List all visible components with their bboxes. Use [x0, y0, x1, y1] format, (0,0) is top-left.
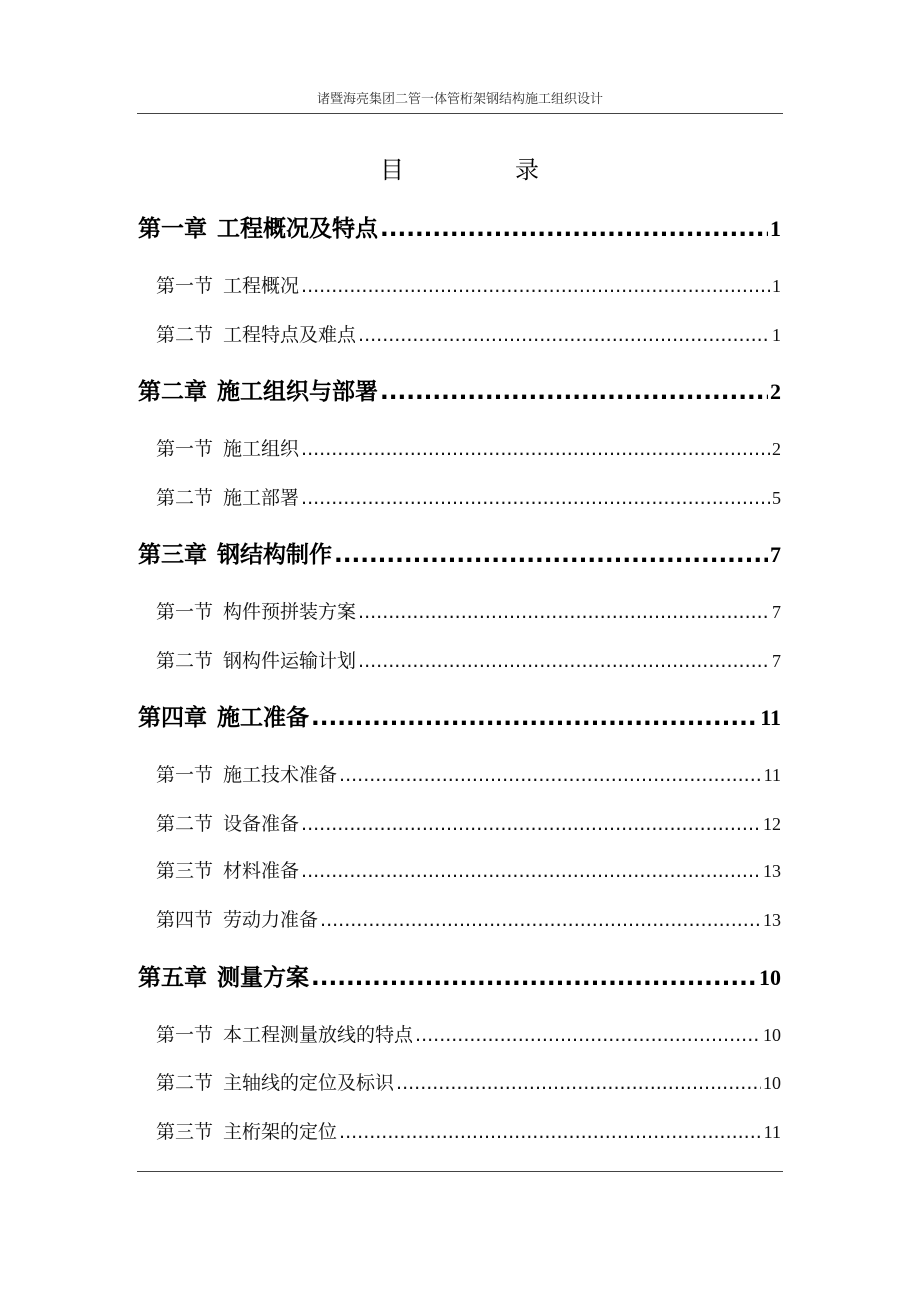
toc-page: 2 [772, 439, 781, 459]
toc-number: 第二节 [156, 813, 214, 835]
toc-number: 第一节 [156, 275, 214, 297]
toc-title: 施工技术准备 [223, 764, 338, 786]
toc-section[interactable] [156, 1068, 781, 1095]
toc-page: 10 [763, 1073, 781, 1093]
toc-page: 13 [763, 910, 781, 930]
toc-title: 钢结构制作 [217, 542, 332, 568]
toc-title: 构件预拼装方案 [223, 601, 357, 623]
toc-page: 10 [759, 965, 781, 990]
toc-leader [339, 1121, 762, 1143]
toc-page: 1 [770, 216, 781, 241]
toc-number: 第三节 [156, 1121, 214, 1143]
toc-number: 第一节 [156, 1024, 214, 1046]
toc-title: 主桁架的定位 [223, 1121, 338, 1143]
toc-title: 施工组织与部署 [217, 379, 378, 405]
toc-title: 工程概况及特点 [217, 216, 378, 242]
toc-page: 13 [763, 861, 781, 881]
toc-section[interactable] [156, 434, 781, 461]
title-char-1: 目 [380, 156, 404, 184]
toc-section[interactable] [156, 483, 781, 510]
toc-section[interactable] [156, 646, 781, 673]
toc-leader [380, 216, 768, 242]
toc-title: 劳动力准备 [223, 909, 319, 931]
toc-number: 第一章 [138, 216, 207, 242]
toc-section[interactable] [156, 271, 781, 298]
toc-leader [301, 860, 761, 882]
toc-number: 第二节 [156, 324, 214, 346]
title-char-2: 录 [515, 156, 539, 184]
toc-section[interactable] [156, 1020, 781, 1047]
toc-section[interactable] [156, 809, 781, 836]
toc-page: 1 [772, 276, 781, 296]
toc-section[interactable] [156, 905, 781, 932]
toc-page: 5 [772, 488, 781, 508]
toc-page: 11 [763, 765, 781, 785]
toc-title: 施工组织 [223, 438, 300, 460]
toc-number: 第二节 [156, 1072, 214, 1094]
toc-page: 10 [763, 1025, 781, 1045]
toc-section[interactable] [156, 320, 781, 347]
toc-leader [320, 909, 761, 931]
toc-leader [396, 1072, 761, 1094]
toc-page: 11 [760, 705, 781, 730]
toc-section[interactable] [156, 856, 781, 883]
running-header: 诸暨海亮集团二管一体管桁架钢结构施工组织设计 [316, 92, 603, 107]
toc-title: 设备准备 [223, 813, 300, 835]
toc-leader [301, 438, 770, 460]
toc-leader [380, 379, 768, 405]
toc-page: 11 [763, 1122, 781, 1142]
toc-page: 7 [772, 651, 781, 671]
toc-title: 测量方案 [217, 965, 309, 991]
toc-section[interactable] [156, 1117, 781, 1144]
header-divider [137, 113, 783, 114]
toc-page: 12 [763, 814, 781, 834]
toc-section[interactable] [156, 597, 781, 624]
toc-section[interactable] [156, 760, 781, 787]
toc-leader [311, 965, 757, 991]
toc-chapter[interactable] [138, 536, 781, 569]
toc-title: 施工准备 [217, 705, 309, 731]
toc-leader [358, 324, 770, 346]
toc-number: 第二章 [138, 379, 207, 405]
toc-leader [415, 1024, 761, 1046]
toc-chapter[interactable] [138, 210, 781, 243]
toc-title: 工程概况 [223, 275, 300, 297]
toc-number: 第一节 [156, 764, 214, 786]
toc-chapter[interactable] [138, 699, 781, 732]
toc-number: 第一节 [156, 438, 214, 460]
toc-title: 本工程测量放线的特点 [223, 1024, 414, 1046]
toc-title: 钢构件运输计划 [223, 650, 357, 672]
toc-chapter[interactable] [138, 959, 781, 992]
toc-leader [334, 542, 768, 568]
toc-number: 第三章 [138, 542, 207, 568]
toc-page: 7 [770, 542, 781, 567]
toc-leader [301, 813, 761, 835]
toc-title: 主轴线的定位及标识 [223, 1072, 395, 1094]
toc-leader [311, 705, 758, 731]
toc-title: 工程特点及难点 [223, 324, 357, 346]
toc-page: 7 [772, 602, 781, 622]
toc-number: 第四章 [138, 705, 207, 731]
toc-number: 第一节 [156, 601, 214, 623]
toc-page: 1 [772, 325, 781, 345]
toc-leader [301, 275, 770, 297]
toc-page: 2 [770, 379, 781, 404]
toc-number: 第二节 [156, 487, 214, 509]
toc-number: 第二节 [156, 650, 214, 672]
toc-number: 第四节 [156, 909, 214, 931]
toc-chapter[interactable] [138, 373, 781, 406]
toc-number: 第五章 [138, 965, 207, 991]
toc-title: 材料准备 [223, 860, 300, 882]
toc-leader [301, 487, 770, 509]
toc-number: 第三节 [156, 860, 214, 882]
toc-title: 施工部署 [223, 487, 300, 509]
toc-leader [339, 764, 762, 786]
toc-leader [358, 601, 770, 623]
toc-leader [358, 650, 770, 672]
footer-divider [137, 1171, 783, 1172]
